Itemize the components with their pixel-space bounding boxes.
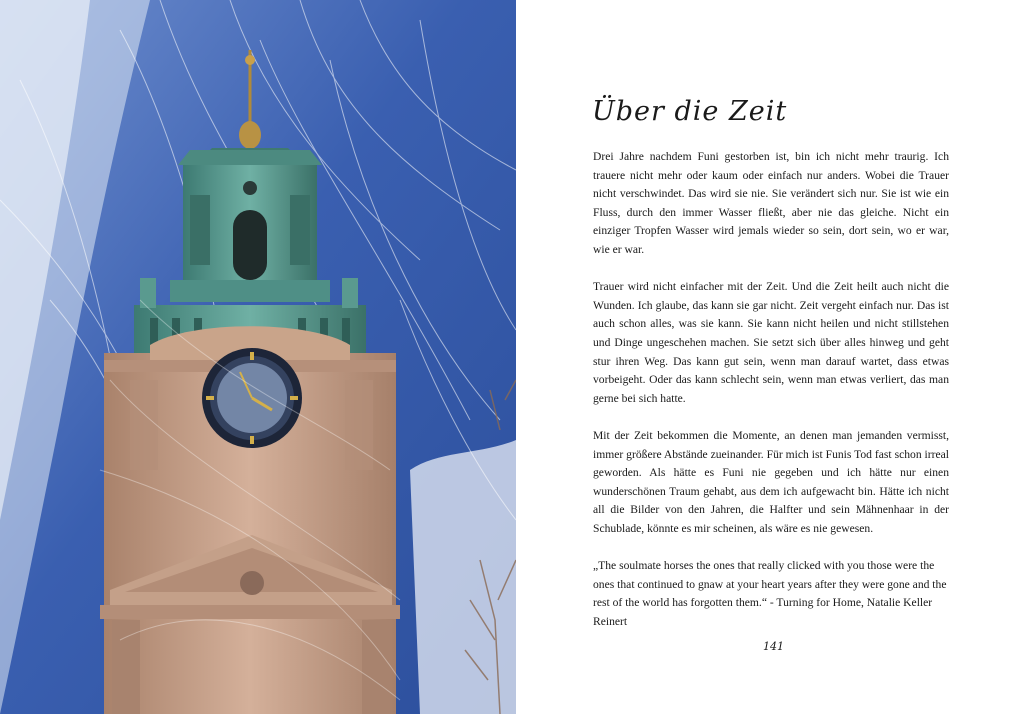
body-text	[593, 148, 949, 650]
paragraph: Mit der Zeit bekommen die Momente, an denen man jemanden vermisst, immer größere Abstände zueinander. Für mich ist Funis Tod fast schon irreal geworden. Als hätte es Funi nie gegeben und ich hätte nur einen wunderschönen Traum gehabt, aus dem ich aufgewacht bin. Hätte ich nicht all die Bilder von den Jahren, die Halfter und sein Mähnenhaar in der Schublade, könnte es mir scheinen, als wäre es nie gewesen.	[593, 428, 949, 535]
chapter-title: Über die Zeit	[592, 96, 788, 127]
paragraph: Trauer wird nicht einfacher mit der Zeit. Und die Zeit heilt auch nicht die Wunden. Ich glaube, das kann sie gar nicht. Zeit vergeht einfach nur. Das ist auch schon alles, was sie kann. Sie kann nicht heilen und nicht stillstehen und Dinge ungeschehen machen. Sie setzt sich über alles hinweg und geht stur ihren Weg. Das kann gut sein, wenn man darauf wartet, dass etwas vorbeigeht. Oder das kann schlecht sein, wenn man etwas verliert, das man gerne bei sich hatte.	[593, 280, 949, 405]
text-page	[516, 0, 1031, 714]
page-number: 141	[763, 640, 784, 653]
paragraph: Drei Jahre nachdem Funi gestorben ist, bin ich nicht mehr traurig. Ich trauere nicht mehr oder kaum oder einfach nur anders. Wobei die Trauer nicht verschwindet. Das wird sie nie. Sie verändert sich nur. Sie ist wie ein Fluss, durch den immer Wasser fließt, aber nie das gleiche. Nicht ein einziger Tropfen Wasser wird jemals wieder so sein, dort sein, wo er war, wie er war.	[593, 150, 949, 256]
quote-paragraph: „The soulmate horses the ones that really clicked with you those were the ones that continued to gnaw at your heart years after they were gone and the rest of the world has forgotten them.“ - Turning for Home, Natalie Keller Reinert	[593, 559, 947, 628]
